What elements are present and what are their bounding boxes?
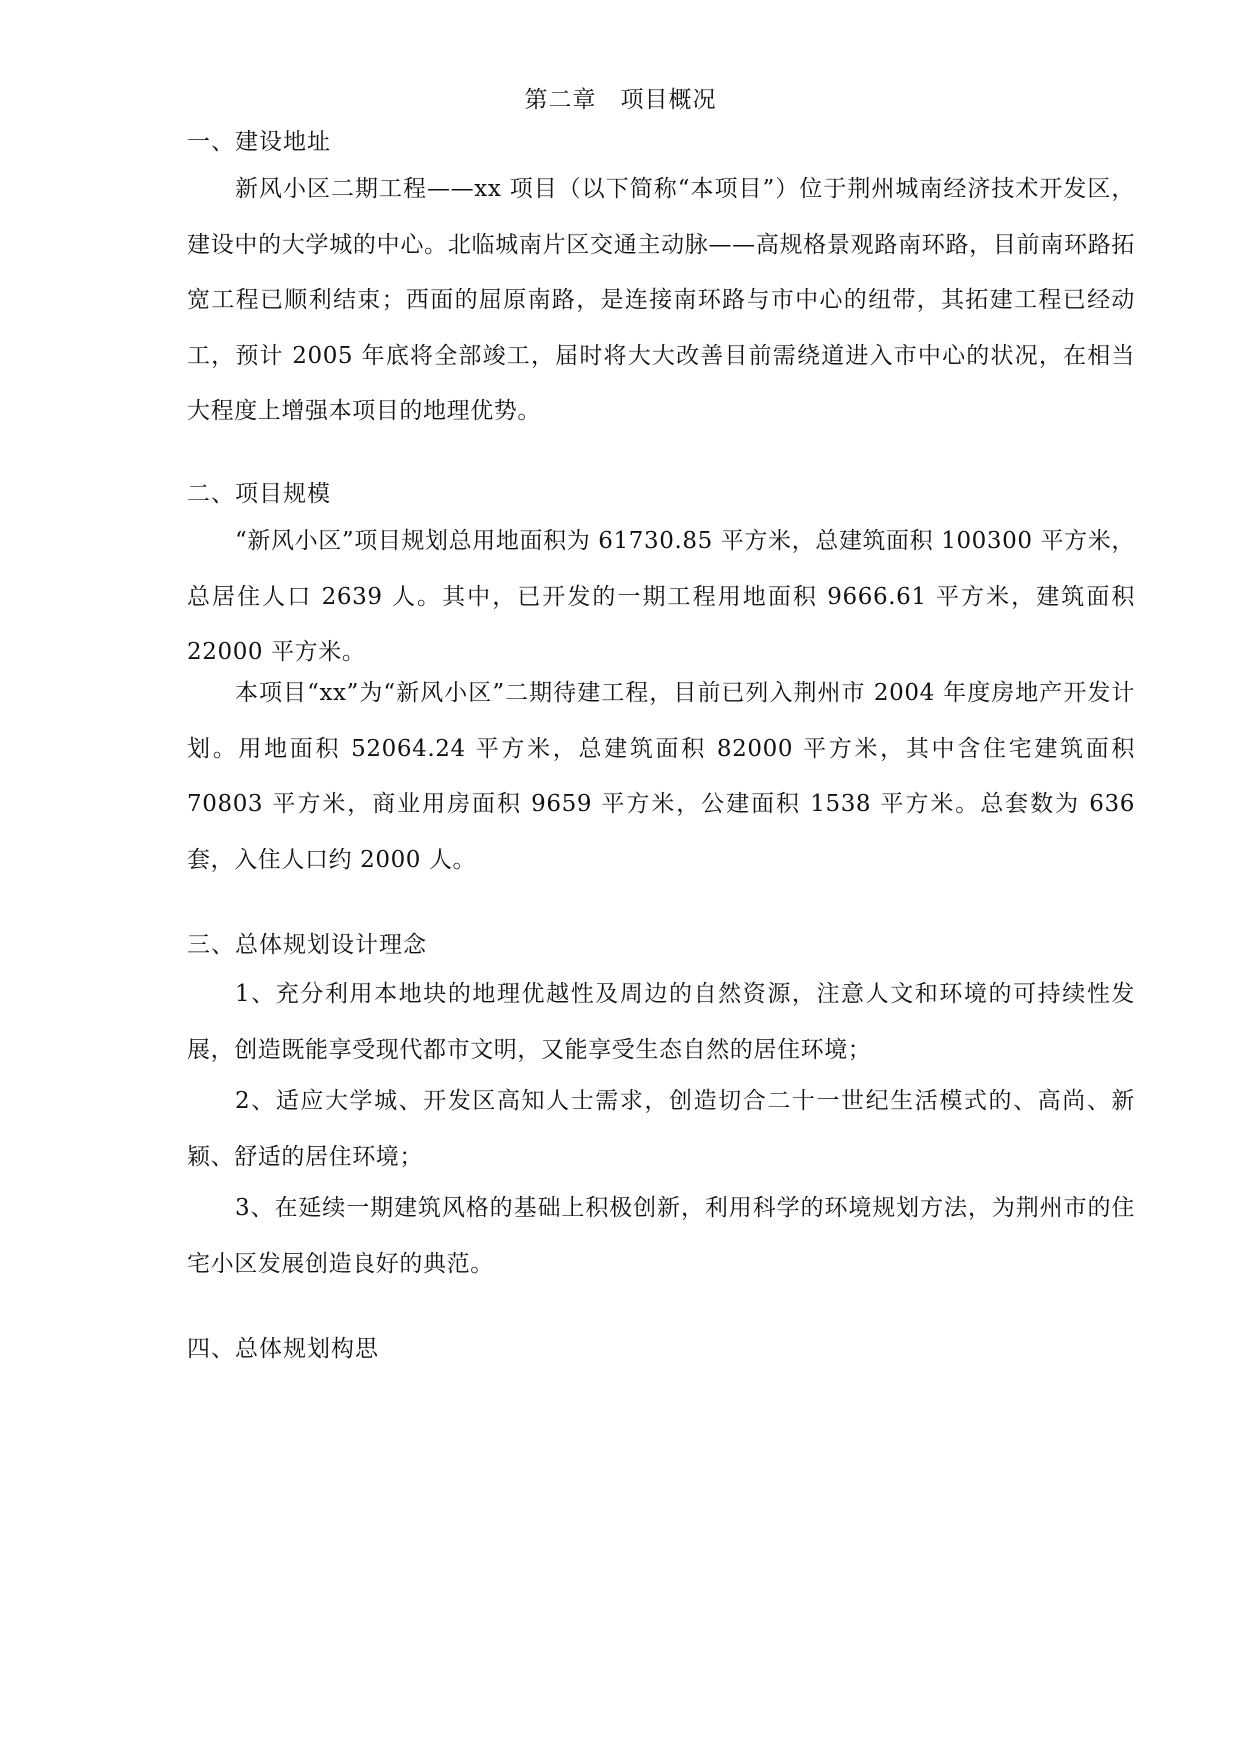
chapter-title: 第二章 项目概况 [524,87,717,113]
paragraph-location: 新风小区二期工程——xx 项目（以下简称“本项目”）位于荆州城南经济技术开发区，建设中的大学城的中心。北临城南片区交通主动脉——高规格景观路南环路，目前南环路拓宽工程已顺利结束；西面的屈原南路，是连接南环路与市中心的纽带，其拓建工程已经动工，预计 2005 年底将全部竣工，届时将大大改善目前需绕道进入市中心的状况，在相当大程度上增强本项目的地理优势。 [187,176,1135,424]
paragraph-concept-1: 1、充分利用本地块的地理优越性及周边的自然资源，注意人文和环境的可持续性发展，创造既能享受现代都市文明，又能享受生态自然的居住环境； [187,981,1135,1063]
paragraph-scale-overall: “新风小区”项目规划总用地面积为 61730.85 平方米，总建筑面积 100300 平方米，总居住人口 2639 人。其中，已开发的一期工程用地面积 9666.61 平方米，建筑面积 22000 平方米。 [187,528,1135,665]
section-heading-design-concept: 三、总体规划设计理念 [187,932,427,958]
section-heading-location: 一、建设地址 [187,129,331,155]
paragraph-scale-phase2: 本项目“xx”为“新风小区”二期待建工程，目前已列入荆州市 2004 年度房地产开发计划。用地面积 52064.24 平方米，总建筑面积 82000 平方米，其中含住宅建筑面积 70803 平方米，商业用房面积 9659 平方米，公建面积 1538 平方米。总套数为 636 套，入住人口约 2000 人。 [187,680,1135,873]
paragraph-concept-3: 3、在延续一期建筑风格的基础上积极创新，利用科学的环境规划方法，为荆州市的住宅小区发展创造良好的典范。 [187,1195,1135,1277]
section-heading-scale: 二、项目规模 [187,481,331,507]
section-heading-planning-idea: 四、总体规划构思 [187,1336,379,1362]
paragraph-concept-2: 2、适应大学城、开发区高知人士需求，创造切合二十一世纪生活模式的、高尚、新颖、舒适的居住环境； [187,1088,1135,1170]
